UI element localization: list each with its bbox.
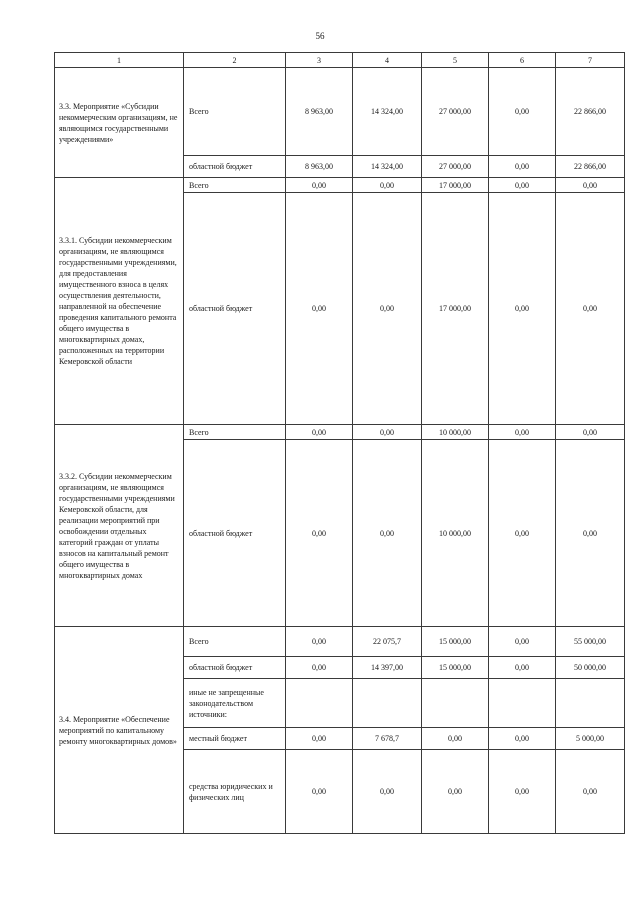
value-cell: 10 000,00 bbox=[422, 440, 489, 627]
value-cell bbox=[489, 679, 556, 728]
value-cell bbox=[353, 679, 422, 728]
value-cell: 8 963,00 bbox=[286, 156, 353, 178]
value-cell: 22 075,7 bbox=[353, 627, 422, 657]
funding-source: областной бюджет bbox=[184, 156, 286, 178]
column-header: 4 bbox=[353, 53, 422, 68]
value-cell: 8 963,00 bbox=[286, 68, 353, 156]
value-cell: 22 866,00 bbox=[556, 156, 625, 178]
table-row bbox=[55, 425, 625, 440]
value-cell: 17 000,00 bbox=[422, 178, 489, 193]
value-cell: 0,00 bbox=[489, 627, 556, 657]
budget-table bbox=[54, 52, 625, 834]
value-cell: 0,00 bbox=[556, 193, 625, 425]
value-cell: 0,00 bbox=[422, 728, 489, 750]
column-header: 3 bbox=[286, 53, 353, 68]
value-cell: 14 397,00 bbox=[353, 657, 422, 679]
value-cell: 10 000,00 bbox=[422, 425, 489, 440]
value-cell: 0,00 bbox=[286, 193, 353, 425]
value-cell: 0,00 bbox=[286, 657, 353, 679]
value-cell: 0,00 bbox=[556, 440, 625, 627]
value-cell: 0,00 bbox=[556, 178, 625, 193]
table-row bbox=[55, 627, 625, 657]
value-cell: 0,00 bbox=[422, 750, 489, 834]
value-cell: 0,00 bbox=[489, 68, 556, 156]
value-cell: 27 000,00 bbox=[422, 68, 489, 156]
value-cell bbox=[286, 679, 353, 728]
value-cell: 0,00 bbox=[286, 425, 353, 440]
value-cell: 0,00 bbox=[353, 425, 422, 440]
value-cell: 0,00 bbox=[286, 178, 353, 193]
funding-source: областной бюджет bbox=[184, 193, 286, 425]
value-cell: 0,00 bbox=[353, 193, 422, 425]
value-cell: 14 324,00 bbox=[353, 156, 422, 178]
value-cell: 0,00 bbox=[353, 178, 422, 193]
value-cell: 14 324,00 bbox=[353, 68, 422, 156]
funding-source: Всего bbox=[184, 178, 286, 193]
funding-source: Всего bbox=[184, 425, 286, 440]
funding-source: Всего bbox=[184, 68, 286, 156]
table-row bbox=[55, 68, 625, 156]
value-cell: 15 000,00 bbox=[422, 627, 489, 657]
value-cell: 0,00 bbox=[489, 750, 556, 834]
column-number-row bbox=[55, 53, 625, 68]
funding-source: местный бюджет bbox=[184, 728, 286, 750]
value-cell: 0,00 bbox=[489, 193, 556, 425]
value-cell: 0,00 bbox=[286, 728, 353, 750]
value-cell: 22 866,00 bbox=[556, 68, 625, 156]
value-cell: 0,00 bbox=[556, 750, 625, 834]
table-row bbox=[55, 178, 625, 193]
column-header: 2 bbox=[184, 53, 286, 68]
value-cell: 0,00 bbox=[489, 657, 556, 679]
column-header: 1 bbox=[55, 53, 184, 68]
measure-name: 3.3.2. Субсидии некоммерческим организациям, не являющимся государственными учреждениями Кемеровской области, для реализации мероприятий при освобождении отдельных категорий граждан от уплаты взносов на капитальный ремонт общего имущества в многоквартирных домах bbox=[55, 425, 184, 627]
funding-source: средства юридических и физических лиц bbox=[184, 750, 286, 834]
value-cell: 7 678,7 bbox=[353, 728, 422, 750]
funding-source: Всего bbox=[184, 627, 286, 657]
value-cell: 0,00 bbox=[489, 425, 556, 440]
value-cell bbox=[556, 679, 625, 728]
value-cell: 27 000,00 bbox=[422, 156, 489, 178]
value-cell: 55 000,00 bbox=[556, 627, 625, 657]
value-cell: 0,00 bbox=[353, 750, 422, 834]
funding-source: областной бюджет bbox=[184, 657, 286, 679]
value-cell: 0,00 bbox=[286, 627, 353, 657]
value-cell: 50 000,00 bbox=[556, 657, 625, 679]
column-header: 6 bbox=[489, 53, 556, 68]
value-cell: 0,00 bbox=[489, 178, 556, 193]
value-cell: 0,00 bbox=[489, 440, 556, 627]
value-cell bbox=[422, 679, 489, 728]
page-number: 56 bbox=[315, 31, 325, 41]
value-cell: 0,00 bbox=[286, 440, 353, 627]
funding-source: областной бюджет bbox=[184, 440, 286, 627]
measure-name: 3.3. Мероприятие «Субсидии некоммерческим организациям, не являющимся государственными учреждениями» bbox=[55, 68, 184, 178]
value-cell: 0,00 bbox=[353, 440, 422, 627]
value-cell: 0,00 bbox=[489, 728, 556, 750]
column-header: 5 bbox=[422, 53, 489, 68]
value-cell: 0,00 bbox=[286, 750, 353, 834]
column-header: 7 bbox=[556, 53, 625, 68]
measure-name: 3.3.1. Субсидии некоммерческим организациям, не являющимся государственными учреждениями, для предоставления имущественного взноса в целях осуществления деятельности, направленной на обеспечение проведения капитального ремонта общего имущества в многоквартирных домах, расположенных на территории Кемеровской области bbox=[55, 178, 184, 425]
funding-source: иные не запрещенные законодательством источники: bbox=[184, 679, 286, 728]
value-cell: 15 000,00 bbox=[422, 657, 489, 679]
value-cell: 0,00 bbox=[556, 425, 625, 440]
value-cell: 17 000,00 bbox=[422, 193, 489, 425]
value-cell: 5 000,00 bbox=[556, 728, 625, 750]
measure-name: 3.4. Мероприятие «Обеспечение мероприятий по капитальному ремонту многоквартирных домов» bbox=[55, 627, 184, 834]
value-cell: 0,00 bbox=[489, 156, 556, 178]
